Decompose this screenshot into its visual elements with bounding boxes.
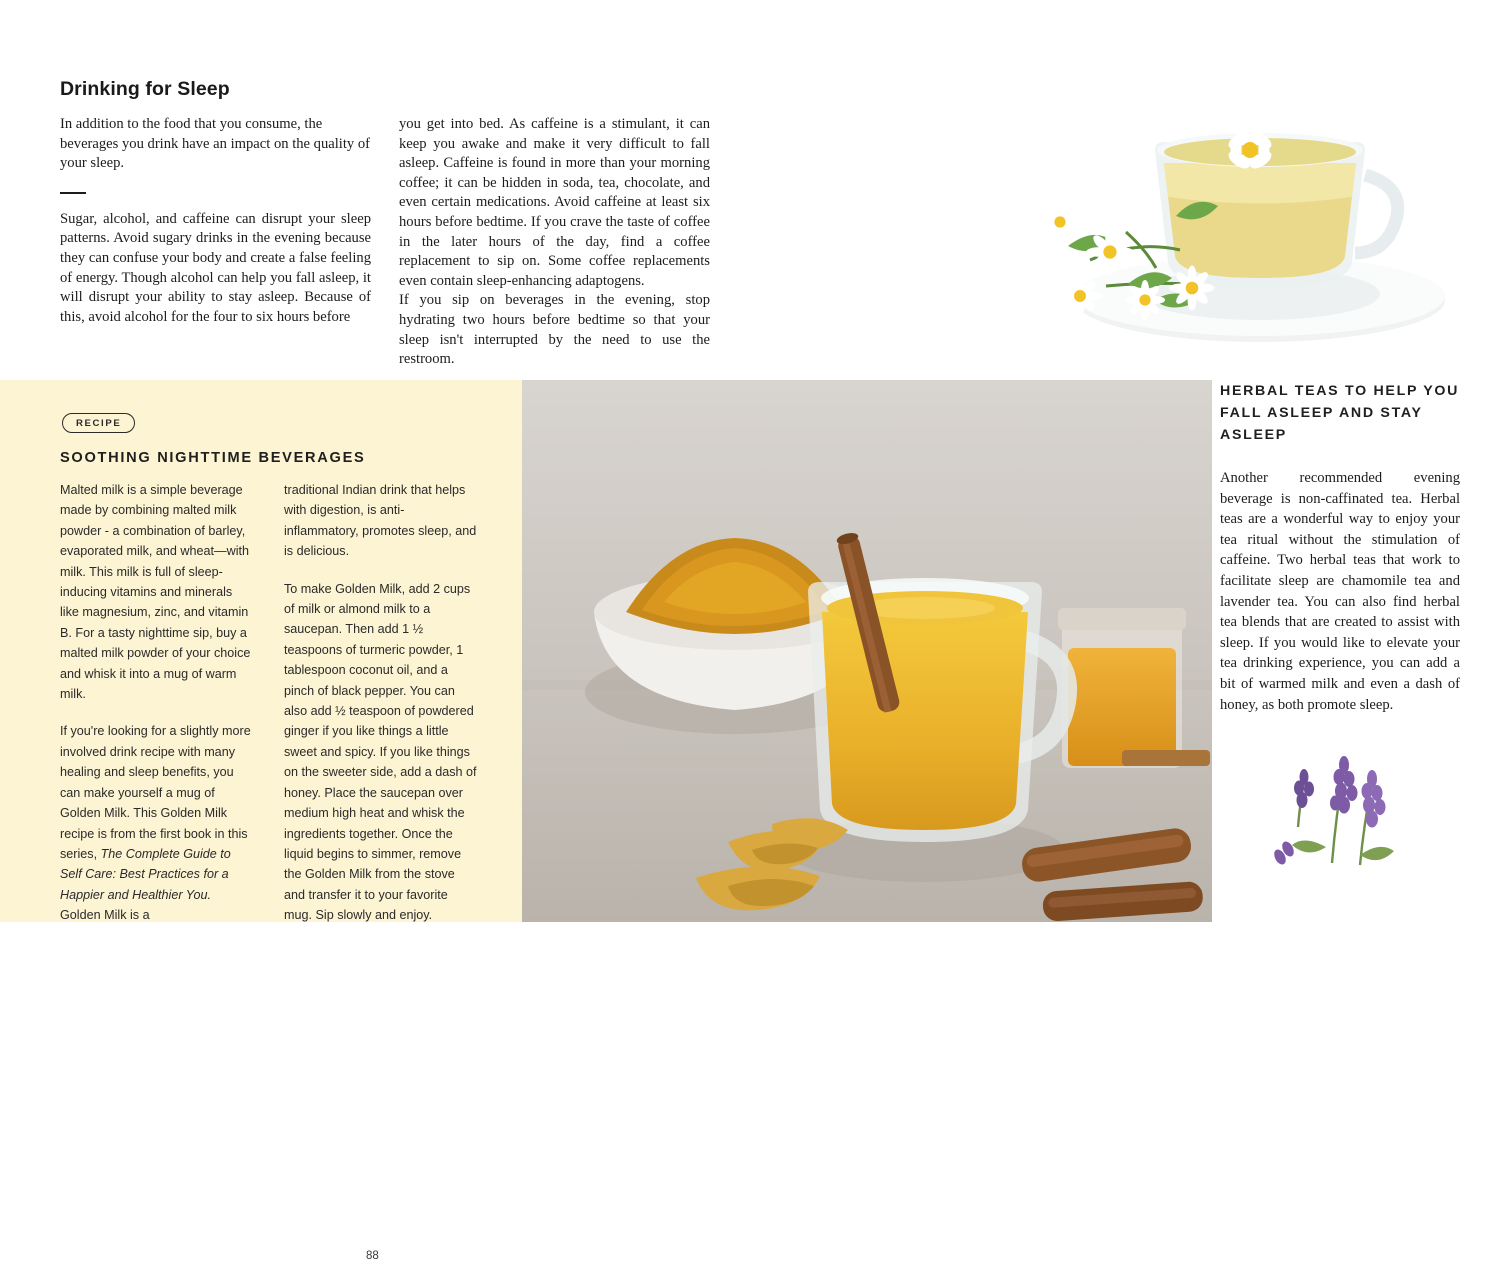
article-right-column <box>399 115 710 370</box>
section-divider <box>60 192 86 194</box>
recipe-paragraph: traditional Indian drink that helps with digestion, is anti-inflammatory, promotes sleep, and is delicious. <box>284 483 477 559</box>
drinking-for-sleep-article <box>60 78 710 370</box>
recipe-right-column <box>284 480 478 926</box>
recipe-paragraph: To make Golden Milk, add 2 cups of milk or almond milk to a saucepan. Then add 1 ½ teaspoons of turmeric powder, 1 tablespoon coconut oil, and a pinch of black pepper. You can also add ½ teaspoon of powdered ginger if you like things a little sweet and spicy. If you like things on the sweeter side, add a dash of honey. Place the saucepan over medium high heat and whisk the ingredients together. Once the liquid begins to simmer, remove the Golden Milk from the stove and transfer it to your favorite mug. Sip slowly and enjoy. <box>284 581 477 923</box>
lavender-sprigs-icon <box>1240 715 1440 875</box>
chamomile-tea-photo <box>940 0 1500 380</box>
article-paragraph: Sugar, alcohol, and caffeine can disrupt your sleep patterns. Avoid sugary drinks in the evening because they can confuse your body and create a false feeling of energy. Though alcohol can help you fall asleep, it will disrupt your ability to stay asleep. Because of this, avoid alcohol for the four to six hours before <box>60 210 371 325</box>
page-title: Drinking for Sleep <box>60 78 230 100</box>
recipe-badge: RECIPE <box>62 413 135 433</box>
recipe-left-column <box>60 480 254 926</box>
article-left-column <box>60 115 371 370</box>
recipe-paragraph: Malted milk is a simple beverage made by combining malted milk powder - a combination of barley, evaporated milk, and wheat—with milk. This milk is full of sleep-inducing vitamins and minerals like magnesium, zinc, and vitamin B. For a tasty nighttime sip, buy a malted milk powder of your choice and whisk it into a mug of warm milk. <box>60 483 251 702</box>
recipe-panel <box>0 380 522 1262</box>
herbal-teas-section <box>1220 380 1460 715</box>
article-paragraph: If you sip on beverages in the evening, stop hydrating two hours before bedtime so that your sleep isn't interrupted by the need to use the restroom. <box>399 292 710 368</box>
recipe-columns <box>60 480 478 926</box>
article-paragraph: you get into bed. As caffeine is a stimulant, it can keep you awake and make it very difficult to fall asleep. Caffeine is found in more than your morning coffee; it can be hidden in soda, tea, chocolate, and even certain medications. Avoid caffeine at least six hours before bedtime. If you crave the taste of coffee in the later hours of the day, find a coffee replacement to sip on. Some coffee replacements even contain sleep-enhancing adaptogens. <box>399 116 710 289</box>
golden-milk-photo <box>522 380 1212 922</box>
chamomile-tea-illustration <box>940 0 1500 380</box>
lavender-illustration <box>1240 715 1440 875</box>
recipe-title: SOOTHING NIGHTTIME BEVERAGES <box>60 450 366 466</box>
recipe-paragraph-tail: Golden Milk is a <box>60 908 150 923</box>
recipe-paragraph-text: If you're looking for a slightly more involved drink recipe with many healing and sleep benefits, you can make yourself a mug of Golden Milk. This Golden Milk recipe is from the first book in this series, <box>60 724 251 861</box>
herbal-teas-body: Another recommended evening beverage is non-caffinated tea. Herbal teas are a wonderful way to enjoy your tea ritual without the stimulation of caffeine. Two herbal teas that work to facilitate sleep are chamomile tea and lavender tea. You can also find herbal tea blends that are created to assist with sleep. If you would like to elevate your tea drinking experience, you can add a bit of warmed milk and even a dash of honey, as both promote sleep. <box>1220 470 1460 713</box>
book-title-citation: The Complete Guide to Self Care: Best Practices for a Happier and Healthier You. <box>60 846 231 902</box>
page-number: 88 <box>366 1250 379 1262</box>
golden-milk-illustration <box>522 380 1212 922</box>
article-columns <box>60 115 710 370</box>
herbal-teas-heading: HERBAL TEAS TO HELP YOU FALL ASLEEP AND STAY ASLEEP <box>1220 383 1460 443</box>
article-paragraph: In addition to the food that you consume, the beverages you drink have an impact on the quality of your sleep. <box>60 116 371 172</box>
recipe-paragraph-with-citation <box>60 721 254 925</box>
